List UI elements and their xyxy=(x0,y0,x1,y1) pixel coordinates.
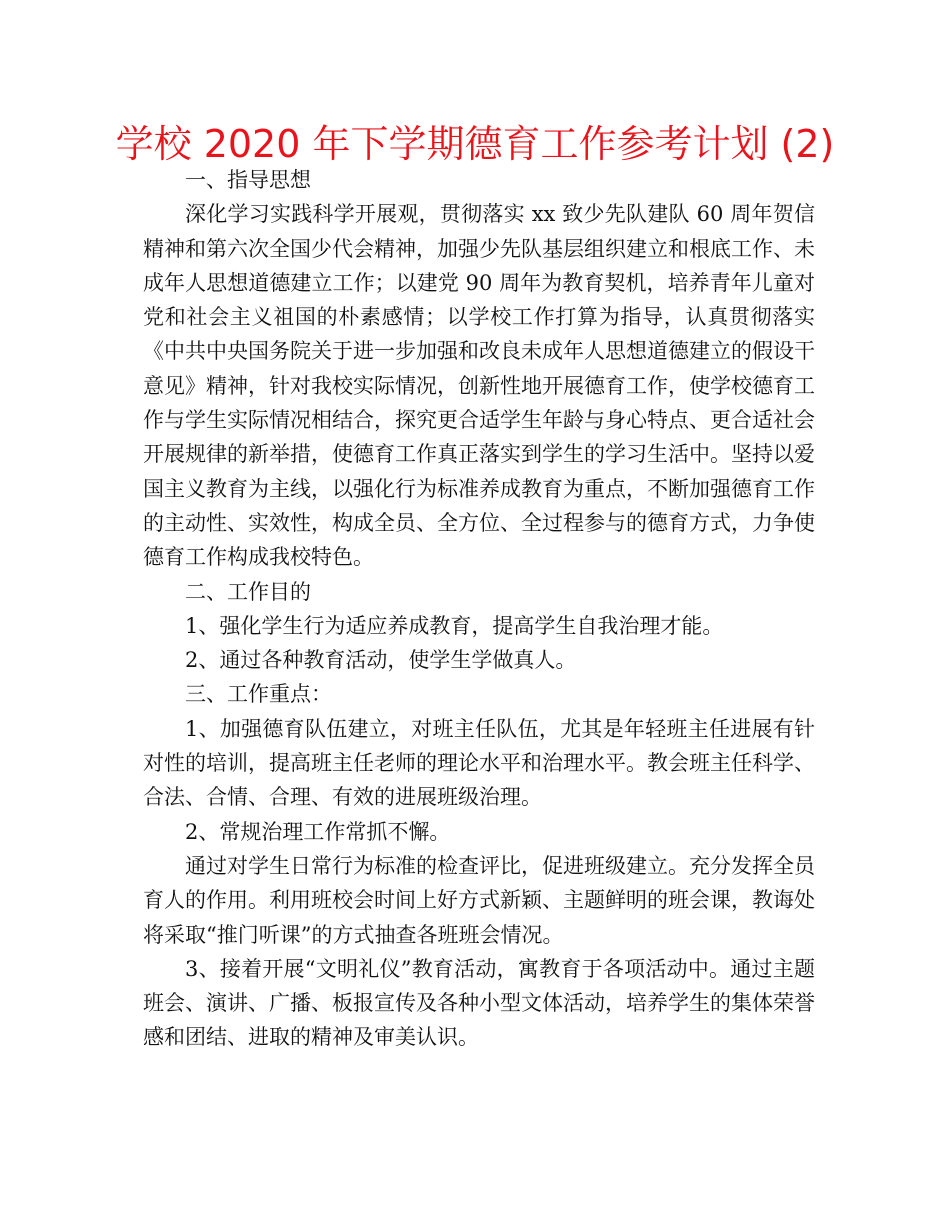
paragraph-focus-2-detail: 通过对学生日常行为标准的检查评比，促进班级建立。充分发挥全员育人的作用。利用班校会时间上好方式新颖、主题鲜明的班会课，教诲处将采取“推门听课”的方式抽查各班班会情况。 xyxy=(143,853,815,947)
list-item-goal-1: 1、强化学生行为适应养成教育，提高学生自我治理才能。 xyxy=(185,613,724,638)
section-heading-guiding-ideology: 一、指导思想 xyxy=(185,168,311,192)
list-item-focus-2: 2、常规治理工作常抓不懈。 xyxy=(185,819,451,844)
document-body xyxy=(143,163,815,1055)
document-title: 学校 2020 年下学期德育工作参考计划 (2) xyxy=(115,122,835,166)
list-item-focus-3: 3、接着开展“文明礼仪”教育活动，寓教育于各项活动中。通过主题班会、演讲、广播、板报宣传及各种小型文体活动，培养学生的集体荣誉感和团结、进取的精神及审美认识。 xyxy=(143,956,815,1050)
list-item-goal-2: 2、通过各种教育活动，使学生学做真人。 xyxy=(185,648,577,673)
paragraph-guiding-ideology: 深化学习实践科学开展观，贯彻落实 xx 致少先队建队 60 周年贺信精神和第六次全国少代会精神，加强少先队基层组织建立和根底工作、未成年人思想道德建立工作；以建党 90 周年为教育契机，培养青年儿童对党和社会主义祖国的朴素感情；以学校工作打算为指导，认真贯彻落实《中共中央国务院关于进一步加强和改良未成年人思想道德建立的假设干意见》精神，针对我校实际情况，创新性地开展德育工作，使学校德育工作与学生实际情况相结合，探究更合适学生年龄与身心特点、更合适社会开展规律的新举措，使德育工作真正落实到学生的学习生活中。坚持以爱国主义教育为主线，以强化行为标准养成教育为重点，不断加强德育工作的主动性、实效性，构成全员、全方位、全过程参与的德育方式，力争使德育工作构成我校特色。 xyxy=(143,202,815,570)
section-heading-work-focus: 三、工作重点： xyxy=(185,682,332,707)
list-item-focus-1: 1、加强德育队伍建立，对班主任队伍，尤其是年轻班主任进展有针对性的培训，提高班主任老师的理论水平和治理水平。教会班主任科学、合法、合情、合理、有效的进展班级治理。 xyxy=(143,716,815,810)
section-heading-work-goals: 二、工作目的 xyxy=(185,579,311,604)
